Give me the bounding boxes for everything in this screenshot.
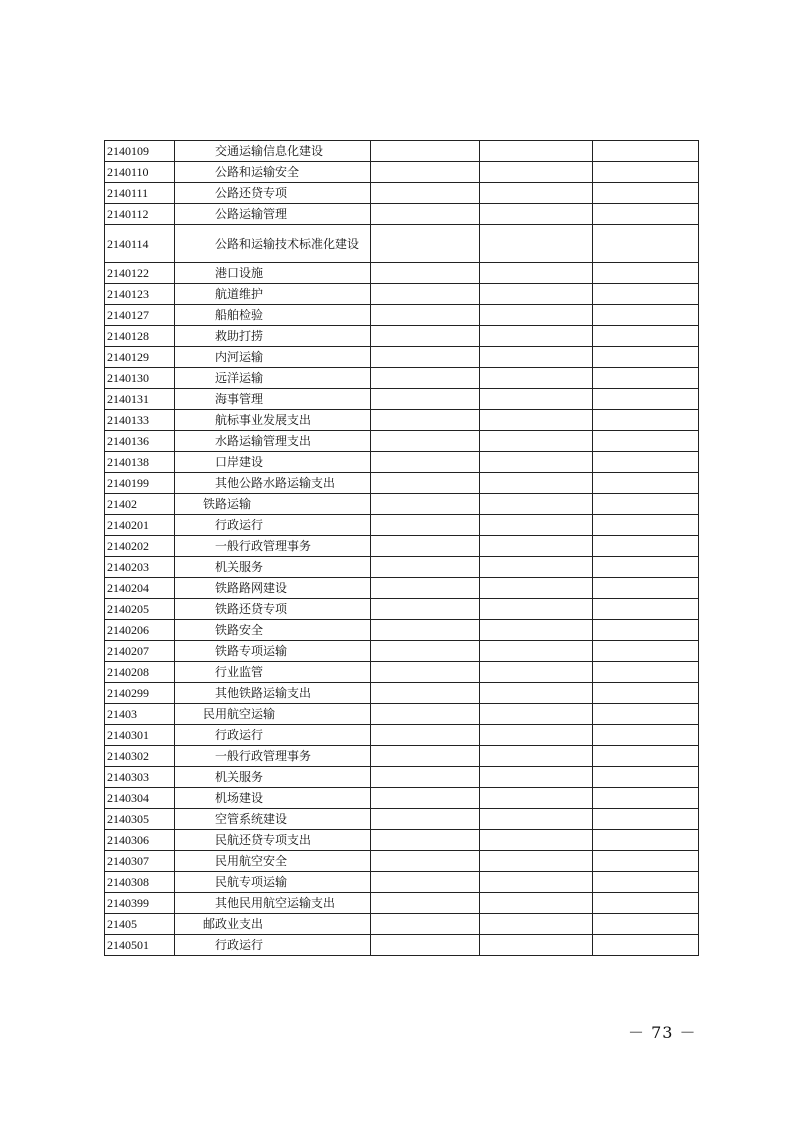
row-name-cell <box>175 830 371 851</box>
row-name-cell <box>175 347 371 368</box>
row-code: 2140501 <box>105 935 175 956</box>
empty-cell <box>593 162 699 183</box>
empty-cell <box>371 746 480 767</box>
row-name: 邮政业支出 <box>203 917 264 931</box>
empty-cell <box>593 578 699 599</box>
row-code: 2140308 <box>105 872 175 893</box>
empty-cell <box>593 494 699 515</box>
row-name: 海事管理 <box>215 392 264 406</box>
empty-cell <box>593 767 699 788</box>
row-name-cell <box>175 893 371 914</box>
empty-cell <box>480 389 593 410</box>
table-row <box>105 284 699 305</box>
table-row <box>105 473 699 494</box>
empty-cell <box>480 225 593 263</box>
empty-cell <box>371 494 480 515</box>
empty-cell <box>480 162 593 183</box>
row-code: 2140304 <box>105 788 175 809</box>
empty-cell <box>480 641 593 662</box>
empty-cell <box>371 788 480 809</box>
empty-cell <box>480 557 593 578</box>
row-code: 2140204 <box>105 578 175 599</box>
table-row <box>105 641 699 662</box>
empty-cell <box>371 347 480 368</box>
row-name: 行政运行 <box>215 518 264 532</box>
row-name-cell <box>175 641 371 662</box>
empty-cell <box>371 305 480 326</box>
row-name: 公路和运输技术标准化建设 <box>215 236 360 251</box>
row-name: 其他民用航空运输支出 <box>215 896 336 910</box>
empty-cell <box>593 620 699 641</box>
table-row <box>105 225 699 263</box>
row-code: 2140399 <box>105 893 175 914</box>
row-code: 2140202 <box>105 536 175 557</box>
empty-cell <box>371 473 480 494</box>
empty-cell <box>371 851 480 872</box>
empty-cell <box>593 935 699 956</box>
empty-cell <box>371 725 480 746</box>
empty-cell <box>593 305 699 326</box>
row-code: 2140301 <box>105 725 175 746</box>
row-name: 船舶检验 <box>215 308 264 322</box>
empty-cell <box>480 599 593 620</box>
table-row <box>105 914 699 935</box>
row-name: 水路运输管理支出 <box>215 434 312 448</box>
empty-cell <box>593 473 699 494</box>
row-code: 2140130 <box>105 368 175 389</box>
empty-cell <box>480 662 593 683</box>
table-row <box>105 263 699 284</box>
row-name-cell <box>175 494 371 515</box>
table-row <box>105 515 699 536</box>
empty-cell <box>371 662 480 683</box>
empty-cell <box>371 389 480 410</box>
empty-cell <box>371 368 480 389</box>
row-code: 21402 <box>105 494 175 515</box>
empty-cell <box>480 305 593 326</box>
row-code: 2140127 <box>105 305 175 326</box>
row-code: 2140302 <box>105 746 175 767</box>
table-row <box>105 872 699 893</box>
empty-cell <box>371 599 480 620</box>
empty-cell <box>371 204 480 225</box>
empty-cell <box>593 204 699 225</box>
empty-cell <box>593 914 699 935</box>
table-row <box>105 851 699 872</box>
row-name: 民航还贷专项支出 <box>215 833 312 847</box>
row-name-cell <box>175 557 371 578</box>
table-row <box>105 830 699 851</box>
empty-cell <box>593 725 699 746</box>
row-name-cell <box>175 284 371 305</box>
row-code: 2140136 <box>105 431 175 452</box>
row-name-cell <box>175 326 371 347</box>
table-row <box>105 578 699 599</box>
row-name-cell <box>175 368 371 389</box>
table-row <box>105 767 699 788</box>
table-row <box>105 326 699 347</box>
row-code: 2140122 <box>105 263 175 284</box>
empty-cell <box>593 872 699 893</box>
row-name: 一般行政管理事务 <box>215 539 312 553</box>
row-name-cell <box>175 183 371 204</box>
row-name: 铁路安全 <box>215 623 264 637</box>
empty-cell <box>371 557 480 578</box>
empty-cell <box>593 683 699 704</box>
row-code: 2140114 <box>105 225 175 263</box>
empty-cell <box>371 326 480 347</box>
empty-cell <box>480 368 593 389</box>
row-name: 行政运行 <box>215 938 264 952</box>
empty-cell <box>480 851 593 872</box>
row-name-cell <box>175 431 371 452</box>
empty-cell <box>371 683 480 704</box>
table-row <box>105 368 699 389</box>
row-name: 航标事业发展支出 <box>215 413 312 427</box>
row-name: 其他铁路运输支出 <box>215 686 312 700</box>
row-name-cell <box>175 683 371 704</box>
row-name-cell <box>175 788 371 809</box>
table-row <box>105 389 699 410</box>
empty-cell <box>480 620 593 641</box>
row-code: 2140305 <box>105 809 175 830</box>
empty-cell <box>593 830 699 851</box>
empty-cell <box>480 536 593 557</box>
table-row <box>105 620 699 641</box>
row-name-cell <box>175 389 371 410</box>
table-row <box>105 347 699 368</box>
empty-cell <box>593 431 699 452</box>
row-code: 2140131 <box>105 389 175 410</box>
row-name-cell <box>175 599 371 620</box>
empty-cell <box>593 141 699 162</box>
table-row <box>105 431 699 452</box>
row-name: 内河运输 <box>215 350 264 364</box>
table-row <box>105 809 699 830</box>
row-name-cell <box>175 872 371 893</box>
row-code: 2140306 <box>105 830 175 851</box>
empty-cell <box>480 494 593 515</box>
empty-cell <box>371 225 480 263</box>
row-code: 2140123 <box>105 284 175 305</box>
empty-cell <box>593 788 699 809</box>
row-name: 空管系统建设 <box>215 812 288 826</box>
empty-cell <box>371 704 480 725</box>
empty-cell <box>593 225 699 263</box>
page-number: － 73 － <box>628 1023 697 1042</box>
empty-cell <box>371 872 480 893</box>
row-code: 2140110 <box>105 162 175 183</box>
table-row <box>105 494 699 515</box>
row-code: 2140201 <box>105 515 175 536</box>
row-name-cell <box>175 473 371 494</box>
empty-cell <box>480 683 593 704</box>
row-name-cell <box>175 935 371 956</box>
table-row <box>105 162 699 183</box>
row-code: 2140207 <box>105 641 175 662</box>
table-row <box>105 305 699 326</box>
row-name: 港口设施 <box>215 266 264 280</box>
row-name-cell <box>175 204 371 225</box>
table-row <box>105 683 699 704</box>
row-name: 航道维护 <box>215 287 264 301</box>
empty-cell <box>480 578 593 599</box>
empty-cell <box>593 746 699 767</box>
empty-cell <box>371 914 480 935</box>
row-code: 2140112 <box>105 204 175 225</box>
row-name: 远洋运输 <box>215 371 264 385</box>
empty-cell <box>593 893 699 914</box>
empty-cell <box>480 746 593 767</box>
empty-cell <box>371 284 480 305</box>
row-name: 行业监管 <box>215 665 264 679</box>
empty-cell <box>593 515 699 536</box>
empty-cell <box>371 410 480 431</box>
empty-cell <box>371 183 480 204</box>
table-row <box>105 893 699 914</box>
row-name: 机场建设 <box>215 791 264 805</box>
empty-cell <box>593 263 699 284</box>
row-name: 公路还贷专项 <box>215 186 288 200</box>
table-row <box>105 557 699 578</box>
empty-cell <box>371 893 480 914</box>
table-row <box>105 935 699 956</box>
row-code: 2140303 <box>105 767 175 788</box>
row-code: 2140307 <box>105 851 175 872</box>
row-name-cell <box>175 725 371 746</box>
row-name: 口岸建设 <box>215 455 264 469</box>
row-name: 铁路运输 <box>203 497 252 511</box>
row-name: 铁路专项运输 <box>215 644 288 658</box>
row-name-cell <box>175 809 371 830</box>
row-name-cell <box>175 851 371 872</box>
table-row <box>105 725 699 746</box>
empty-cell <box>593 641 699 662</box>
empty-cell <box>480 914 593 935</box>
empty-cell <box>371 263 480 284</box>
empty-cell <box>371 515 480 536</box>
empty-cell <box>480 788 593 809</box>
row-code: 2140206 <box>105 620 175 641</box>
row-code: 2140205 <box>105 599 175 620</box>
row-name-cell <box>175 410 371 431</box>
row-name-cell <box>175 914 371 935</box>
empty-cell <box>480 452 593 473</box>
row-code: 21405 <box>105 914 175 935</box>
row-code: 2140138 <box>105 452 175 473</box>
row-name: 一般行政管理事务 <box>215 749 312 763</box>
row-name: 交通运输信息化建设 <box>215 144 324 158</box>
row-name-cell <box>175 746 371 767</box>
empty-cell <box>593 389 699 410</box>
empty-cell <box>593 326 699 347</box>
row-code: 2140129 <box>105 347 175 368</box>
row-code: 2140109 <box>105 141 175 162</box>
empty-cell <box>371 141 480 162</box>
row-name: 公路运输管理 <box>215 207 288 221</box>
row-code: 2140133 <box>105 410 175 431</box>
row-name-cell <box>175 620 371 641</box>
empty-cell <box>480 284 593 305</box>
row-name: 其他公路水路运输支出 <box>215 476 336 490</box>
empty-cell <box>593 851 699 872</box>
row-name: 民航专项运输 <box>215 875 288 889</box>
table-row <box>105 141 699 162</box>
empty-cell <box>593 284 699 305</box>
empty-cell <box>480 704 593 725</box>
row-name: 民用航空安全 <box>215 854 288 868</box>
empty-cell <box>371 162 480 183</box>
empty-cell <box>371 641 480 662</box>
row-name-cell <box>175 263 371 284</box>
table-row <box>105 662 699 683</box>
row-name-cell <box>175 515 371 536</box>
empty-cell <box>480 725 593 746</box>
row-name: 机关服务 <box>215 770 264 784</box>
row-name-cell <box>175 305 371 326</box>
row-name-cell <box>175 704 371 725</box>
row-name-cell <box>175 662 371 683</box>
row-name: 行政运行 <box>215 728 264 742</box>
empty-cell <box>480 515 593 536</box>
row-name-cell <box>175 141 371 162</box>
empty-cell <box>480 830 593 851</box>
row-code: 2140208 <box>105 662 175 683</box>
table-row <box>105 746 699 767</box>
row-name: 民用航空运输 <box>203 707 276 721</box>
empty-cell <box>480 347 593 368</box>
empty-cell <box>480 410 593 431</box>
table-row <box>105 452 699 473</box>
empty-cell <box>593 599 699 620</box>
budget-table <box>104 140 699 956</box>
table-body <box>105 141 699 956</box>
empty-cell <box>593 557 699 578</box>
row-name: 公路和运输安全 <box>215 165 300 179</box>
table-row <box>105 536 699 557</box>
row-name-cell <box>175 452 371 473</box>
row-code: 2140128 <box>105 326 175 347</box>
empty-cell <box>480 893 593 914</box>
table-row <box>105 599 699 620</box>
empty-cell <box>371 620 480 641</box>
row-name: 救助打捞 <box>215 329 264 343</box>
row-code: 2140199 <box>105 473 175 494</box>
row-code: 2140299 <box>105 683 175 704</box>
empty-cell <box>480 263 593 284</box>
empty-cell <box>480 183 593 204</box>
row-name: 铁路还贷专项 <box>215 602 288 616</box>
table-row <box>105 704 699 725</box>
empty-cell <box>371 452 480 473</box>
row-name-cell <box>175 162 371 183</box>
empty-cell <box>593 410 699 431</box>
empty-cell <box>480 141 593 162</box>
row-name: 铁路路网建设 <box>215 581 288 595</box>
empty-cell <box>593 704 699 725</box>
empty-cell <box>480 326 593 347</box>
empty-cell <box>371 809 480 830</box>
empty-cell <box>593 452 699 473</box>
empty-cell <box>593 347 699 368</box>
row-code: 21403 <box>105 704 175 725</box>
table-row <box>105 183 699 204</box>
empty-cell <box>371 935 480 956</box>
row-name-cell <box>175 767 371 788</box>
empty-cell <box>371 536 480 557</box>
empty-cell <box>593 536 699 557</box>
empty-cell <box>593 368 699 389</box>
empty-cell <box>593 809 699 830</box>
empty-cell <box>593 662 699 683</box>
table-row <box>105 410 699 431</box>
empty-cell <box>480 204 593 225</box>
empty-cell <box>480 935 593 956</box>
table-row <box>105 788 699 809</box>
empty-cell <box>371 830 480 851</box>
row-name: 机关服务 <box>215 560 264 574</box>
row-code: 2140111 <box>105 183 175 204</box>
row-name-cell <box>175 225 371 263</box>
empty-cell <box>480 872 593 893</box>
empty-cell <box>480 809 593 830</box>
empty-cell <box>480 473 593 494</box>
row-name-cell <box>175 578 371 599</box>
empty-cell <box>593 183 699 204</box>
empty-cell <box>480 767 593 788</box>
row-code: 2140203 <box>105 557 175 578</box>
row-name-cell <box>175 536 371 557</box>
empty-cell <box>371 431 480 452</box>
table-row <box>105 204 699 225</box>
empty-cell <box>480 431 593 452</box>
empty-cell <box>371 578 480 599</box>
empty-cell <box>371 767 480 788</box>
